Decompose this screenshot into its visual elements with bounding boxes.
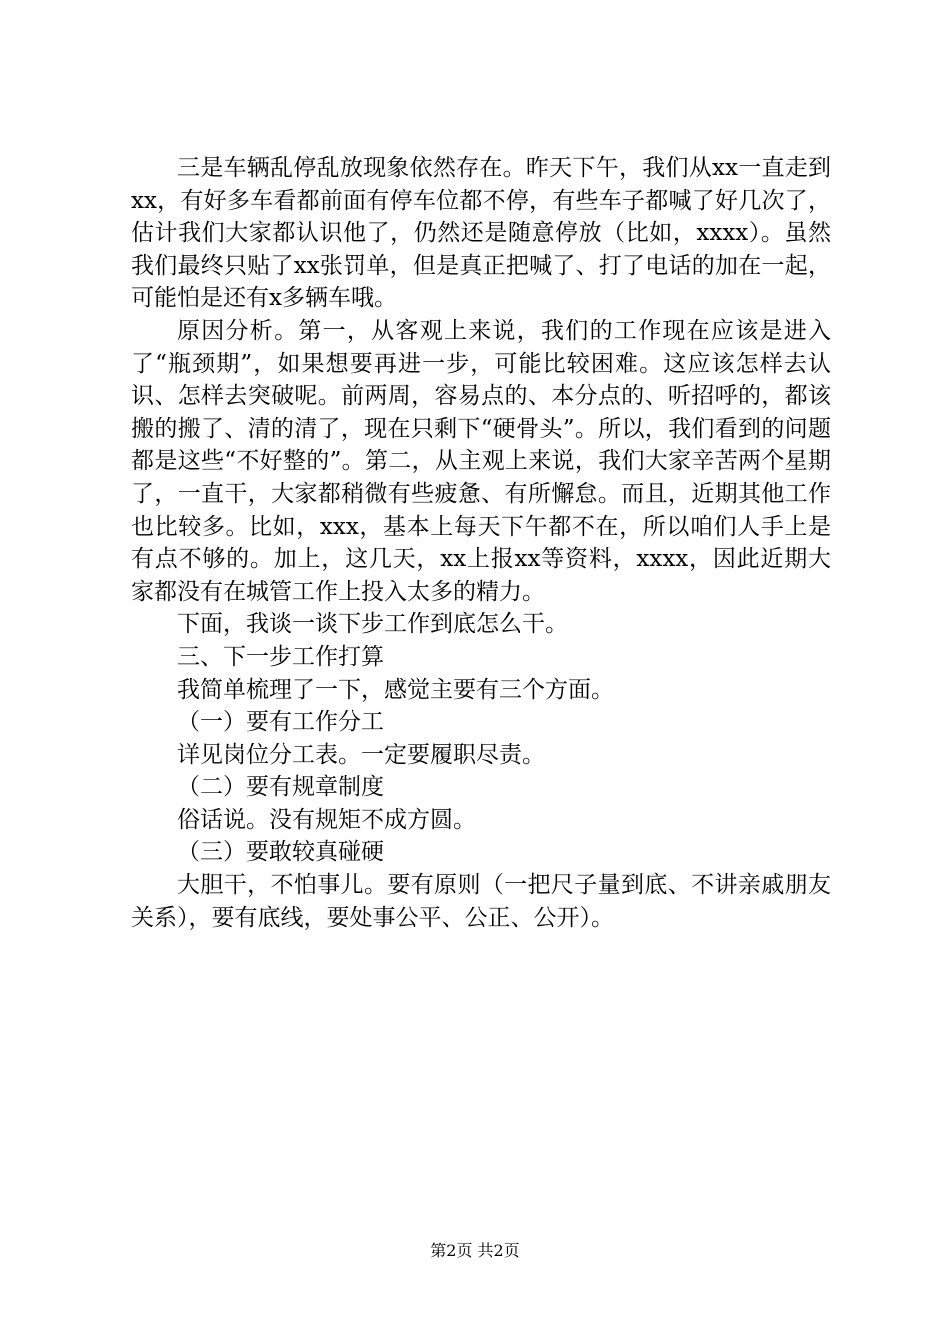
paragraph-vehicle-parking: 三是车辆乱停乱放现象依然存在。昨天下午，我们从xx一直走到xx，有好多车看都前面有停车位都不停，有些车子都喊了好几次了，估计我们大家都认识他了，仍然还是随意停放（比如，xxxx）。虽然我们最终只贴了xx张罚单，但是真正把喊了、打了电话的加在一起，可能怕是还有x多辆车哦。 [131, 155, 831, 312]
section-heading-next-plan: 三、下一步工作打算 [177, 643, 384, 670]
subheading-serious: （三）要敢较真碰硬 [177, 839, 384, 866]
subheading-work-division: （一）要有工作分工 [177, 709, 384, 736]
paragraph-work-division: 详见岗位分工表。一定要履职尽责。 [177, 741, 545, 768]
subheading-rules: （二）要有规章制度 [177, 774, 384, 801]
page-footer: 第2页 共2页 [430, 1241, 520, 1260]
paragraph-next-steps-intro: 下面，我谈一谈下步工作到底怎么干。 [177, 611, 568, 638]
paragraph-rules: 俗话说。没有规矩不成方圆。 [177, 806, 476, 833]
paragraph-serious: 大胆干，不怕事儿。要有原则（一把尺子量到底、不讲亲戚朋友关系），要有底线，要处事公平、公正、公开）。 [131, 872, 831, 931]
paragraph-cause-analysis: 原因分析。第一，从客观上来说，我们的工作现在应该是进入了“瓶颈期”，如果想要再进一步，可能比较困难。这应该怎样去认识、怎样去突破呢。前两周，容易点的、本分点的、听招呼的，都该搬的搬了、清的清了，现在只剩下“硬骨头”。所以，我们看到的问题都是这些“不好整的”。第二，从主观上来说，我们大家辛苦两个星期了，一直干，大家都稍微有些疲惫、有所懈怠。而且，近期其他工作也比较多。比如，xxx，基本上每天下午都不在，所以咱们人手上是有点不够的。加上，这几天，xx上报xx等资料，xxxx，因此近期大家都没有在城管工作上投入太多的精力。 [131, 317, 831, 605]
document-body [131, 152, 831, 934]
paragraph-three-aspects: 我简单梳理了一下，感觉主要有三个方面。 [177, 676, 614, 703]
